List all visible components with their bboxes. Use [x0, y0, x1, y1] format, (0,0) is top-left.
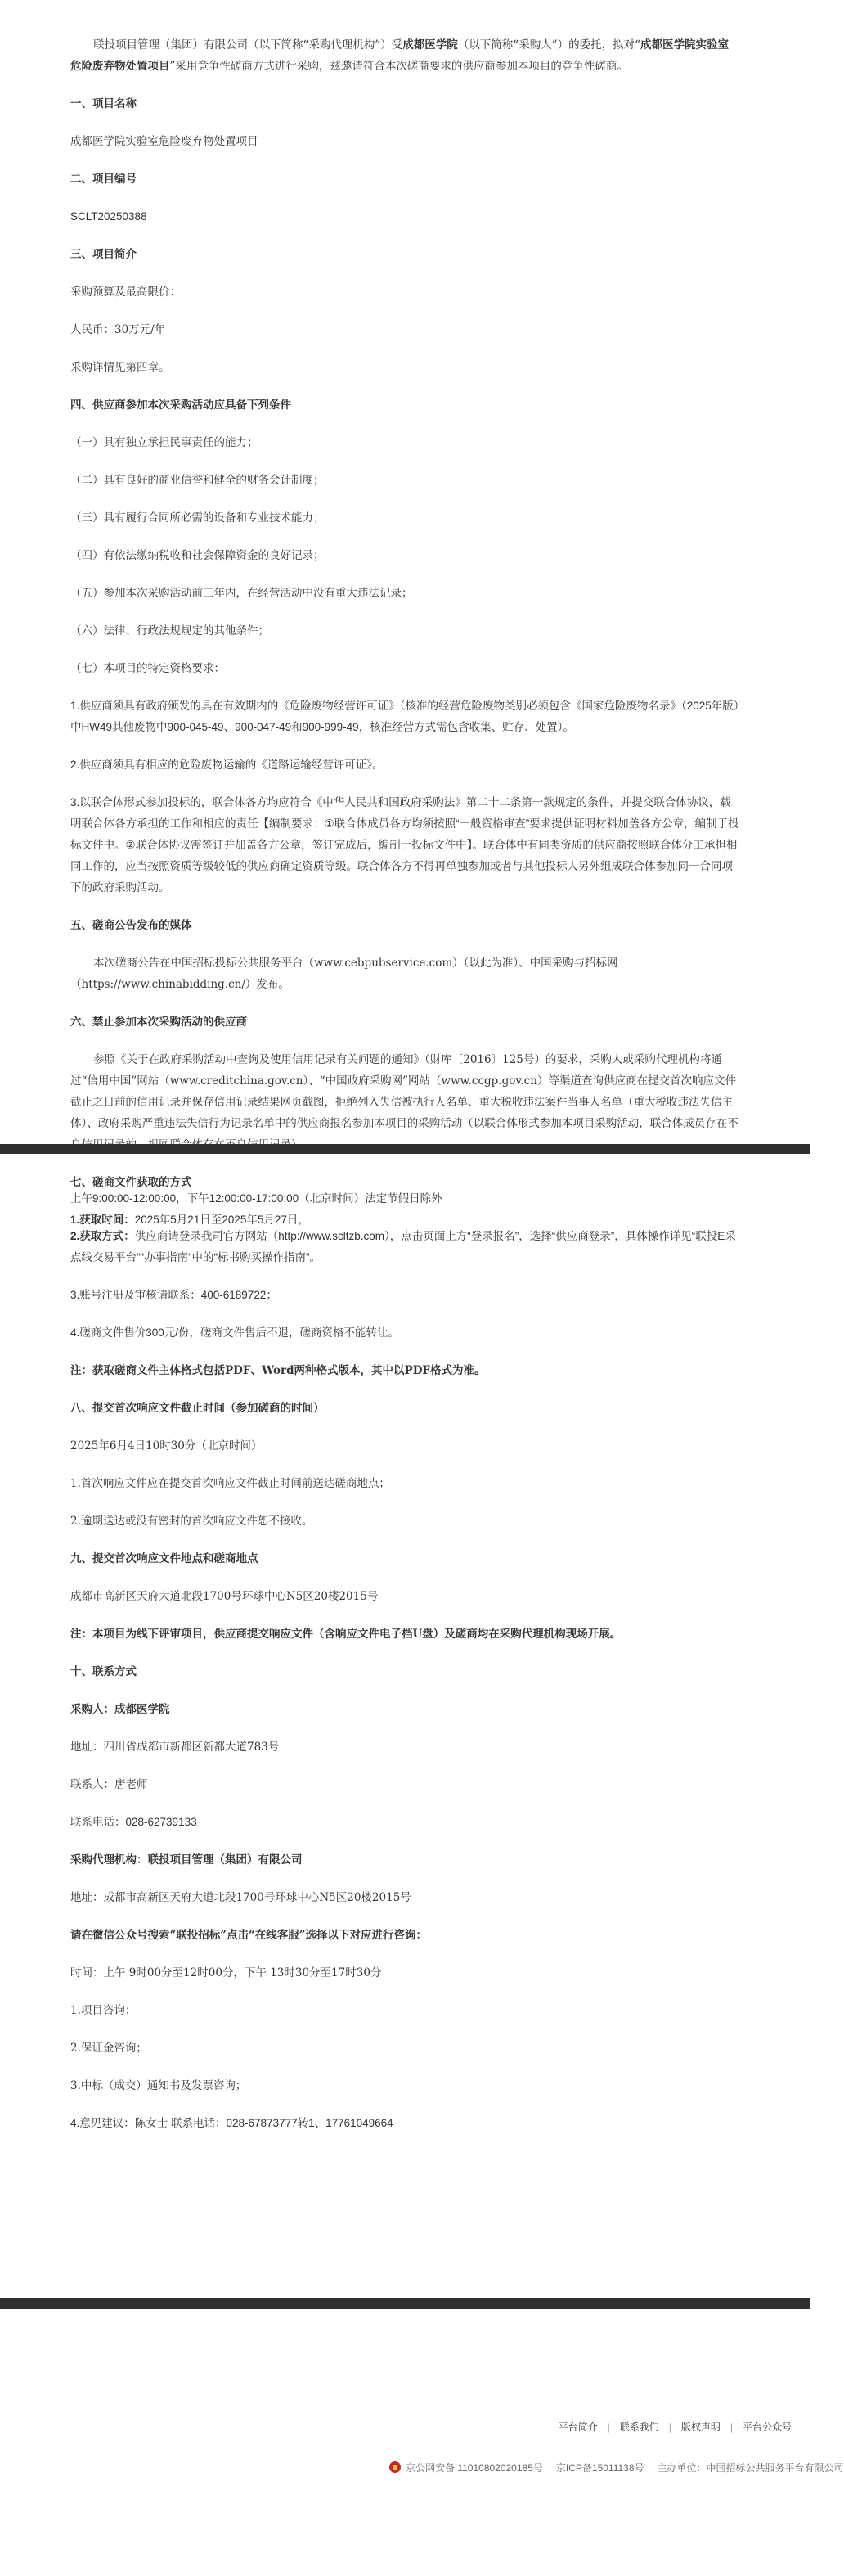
condition-2: （二）具有良好的商业信誉和健全的财务会计制度； — [70, 474, 325, 487]
page-separator — [0, 1144, 810, 1154]
footer-registration — [389, 2461, 844, 2475]
buyer-address: 地址：四川省成都市新都区新都大道783号 — [70, 1741, 280, 1754]
deadline-rule-2: 2.逾期送达或没有密封的首次响应文件恕不接收。 — [70, 1515, 313, 1528]
condition-7: （七）本项目的特定资格要求： — [70, 662, 225, 675]
document-price: 4.磋商文件售价300元/份，磋商文件售后不退，磋商资格不能转让。 — [70, 1326, 400, 1339]
section-5-title: 五、磋商公告发布的媒体 — [70, 919, 192, 932]
buyer-contact: 联系人：唐老师 — [70, 1778, 148, 1791]
acquire-hours: 上午9:00:00-12:00:00，下午12:00:00-17:00:00（北京时间）法定节假日除外 — [70, 1192, 442, 1205]
section-8-title: 八、提交首次响应文件截止时间（参加磋商的时间） — [70, 1402, 325, 1415]
footer-link-wechat[interactable]: 平台公众号 — [742, 2421, 792, 2433]
venue-address: 成都市高新区天府大道北段1700号环球中心N5区20楼2015号 — [70, 1590, 379, 1603]
budget-label: 采购预算及最高限价： — [70, 286, 181, 299]
project-name: 成都医学院实验室危险废弃物处置项目 — [70, 135, 258, 148]
acquire-time: 1.获取时间：2025年5月21日至2025年5月27日， — [70, 1214, 309, 1226]
page-separator-bottom — [0, 2298, 810, 2309]
agent-address: 地址：成都市高新区天府大道北段1700号环球中心N5区20楼2015号 — [70, 1891, 411, 1904]
acquire-method: 2.获取方式：供应商请登录我司官方网站（http://www.scltzb.com），点击页面上方“登录报名”，选择“供应商登录”，具体操作详见“联投E采点线交易平台”“办事指南”中的“标书购买操作指南”。 — [70, 1230, 736, 1263]
icp-record[interactable]: 京ICP备15011138号 — [555, 2462, 644, 2474]
requirement-3: 3.以联合体形式参加投标的，联合体各方均应符合《中华人民共和国政府采购法》第二十二条第一款规定的条件，并提交联合体协议，载明联合体各方承担的工作和相应的责任【编制要求：①联合体成员各方均须按照“一般资格审查”要求提供证明材料加盖各方公章，编制于投标文件中。②联合体协议需签订并加盖各方公章，签订完成后，编制于投标文件中】。联合体中有同类资质的供应商按照联合体分工承担相同工作的，应当按照资质等级较低的供应商确定资质等级。联合体各方不得再单独参加或者与其他投标人另外组成联合体参加同一合同项下的政府采购活动。 — [70, 796, 739, 894]
media-paragraph: 本次磋商公告在中国招标投标公共服务平台（www.cebpubservice.com）（以此为准）、中国采购与招标网（https://www.chinabidding.cn/）发布。 — [70, 957, 618, 991]
footer-link-contact[interactable]: 联系我们 — [619, 2421, 659, 2433]
section-7-title: 七、磋商文件获取的方式 — [70, 1176, 192, 1189]
condition-5: （五）参加本次采购活动前三年内，在经营活动中没有重大违法记录； — [70, 587, 413, 600]
consult-item-3: 3.中标（成交）通知书及发票咨询； — [70, 2079, 247, 2092]
condition-1: （一）具有独立承担民事责任的能力； — [70, 436, 258, 449]
consult-item-2: 2.保证金咨询； — [70, 2042, 147, 2055]
section-6-title: 六、禁止参加本次采购活动的供应商 — [70, 1016, 247, 1029]
police-badge-icon — [389, 2461, 401, 2473]
page-1-content — [0, 0, 810, 1231]
consult-item-4: 4.意见建议：陈女士 联系电话：028-67873777转1、17761049664 — [70, 2117, 393, 2129]
agent-name: 采购代理机构：联投项目管理（集团）有限公司 — [70, 1853, 303, 1867]
buyer-name: 采购人：成都医学院 — [70, 1703, 170, 1716]
page-2-content — [0, 1154, 810, 2134]
register-contact: 3.账号注册及审核请联系：400-6189722； — [70, 1289, 277, 1301]
section-4-title: 四、供应商参加本次采购活动应具备下列条件 — [70, 399, 291, 412]
intro-paragraph: 联投项目管理（集团）有限公司（以下简称“采购代理机构”）受成都医学院（以下简称“采购人”）的委托，拟对“成都医学院实验室危险废弃物处置项目”采用竞争性磋商方式进行采购，兹邀请符合本次磋商要求的供应商参加本项目的竞争性磋商。 — [70, 38, 730, 73]
police-record[interactable]: 京公网安备 11010802020185号 — [406, 2462, 543, 2474]
deadline: 2025年6月4日10时30分（北京时间） — [70, 1439, 263, 1452]
consult-time: 时间：上午 9时00分至12时00分，下午 13时30分至17时30分 — [70, 1966, 382, 1979]
site-footer — [0, 2309, 844, 2576]
section-10-title: 十、联系方式 — [70, 1665, 137, 1678]
budget-value: 人民币：30万元/年 — [70, 323, 166, 336]
format-note: 注：获取磋商文件主体格式包括PDF、Word两种格式版本，其中以PDF格式为准。 — [70, 1364, 486, 1377]
project-number: SCLT20250388 — [70, 210, 147, 223]
credit-paragraph: 参照《关于在政府采购活动中查询及使用信用记录有关问题的通知》（财库〔2016〕125号）的要求，采购人或采购代理机构将通过“信用中国”网站（www.creditchina.gov.cn）、“中国政府采购网”网站（www.ccgp.gov.cn）等渠道查询供应商在提交首次响应文件截止之日前的信用记录并保存信用记录结果网页截图，拒绝列入失信被执行人名单、重大税收违法案件当事人名单（重大税收违法失信主体）、政府采购严重违法失信行为记录名单中的供应商报名参加本项目的采购活动（以联合体形式参加本项目采购活动，联合体成员存在不 — [70, 1053, 738, 1130]
section-2-title: 二、项目编号 — [70, 173, 137, 186]
detail-ref: 采购详情见第四章。 — [70, 361, 170, 374]
sponsor: 主办单位：中国招标公共服务平台有限公司 — [657, 2462, 844, 2474]
deadline-rule-1: 1.首次响应文件应在提交首次响应文件截止时间前送达磋商地点； — [70, 1477, 390, 1490]
section-1-title: 一、项目名称 — [70, 97, 137, 110]
condition-6: （六）法律、行政法规规定的其他条件； — [70, 624, 269, 637]
buyer-phone: 联系电话：028-62739133 — [70, 1816, 197, 1828]
requirement-1: 1.供应商须具有政府颁发的具在有效期内的《危险废物经营许可证》（核准的经营危险废物类别必须包含《国家危险废物名录》（2025年版）中HW49其他废物中900-045-49、900-047-49和900-999-49，核准经营方式需包含收集、贮存、处置）。 — [70, 700, 739, 733]
condition-4: （四）有依法缴纳税收和社会保障资金的良好记录； — [70, 549, 325, 562]
footer-link-copyright[interactable]: 版权声明 — [680, 2421, 721, 2433]
footer-links: 平台简介 | 联系我们 | 版权声明 | 平台公众号 — [558, 2421, 792, 2433]
condition-3: （三）具有履行合同所必需的设备和专业技术能力； — [70, 511, 325, 525]
section-3-title: 三、项目简介 — [70, 248, 137, 261]
requirement-2: 2.供应商须具有相应的危险废物运输的《道路运输经营许可证》。 — [70, 759, 384, 771]
footer-link-intro[interactable]: 平台简介 — [558, 2421, 598, 2433]
section-9-title: 九、提交首次响应文件地点和磋商地点 — [70, 1552, 258, 1565]
venue-note: 注：本项目为线下评审项目，供应商提交响应文件（含响应文件电子档U盘）及磋商均在采购代理机构现场开展。 — [70, 1628, 622, 1641]
consult-item-1: 1.项目咨询； — [70, 2004, 137, 2017]
document-page-2 — [0, 1154, 810, 2298]
consult-title: 请在微信公众号搜索“联投招标”点击“在线客服”选择以下对应进行咨询： — [70, 1929, 428, 1942]
